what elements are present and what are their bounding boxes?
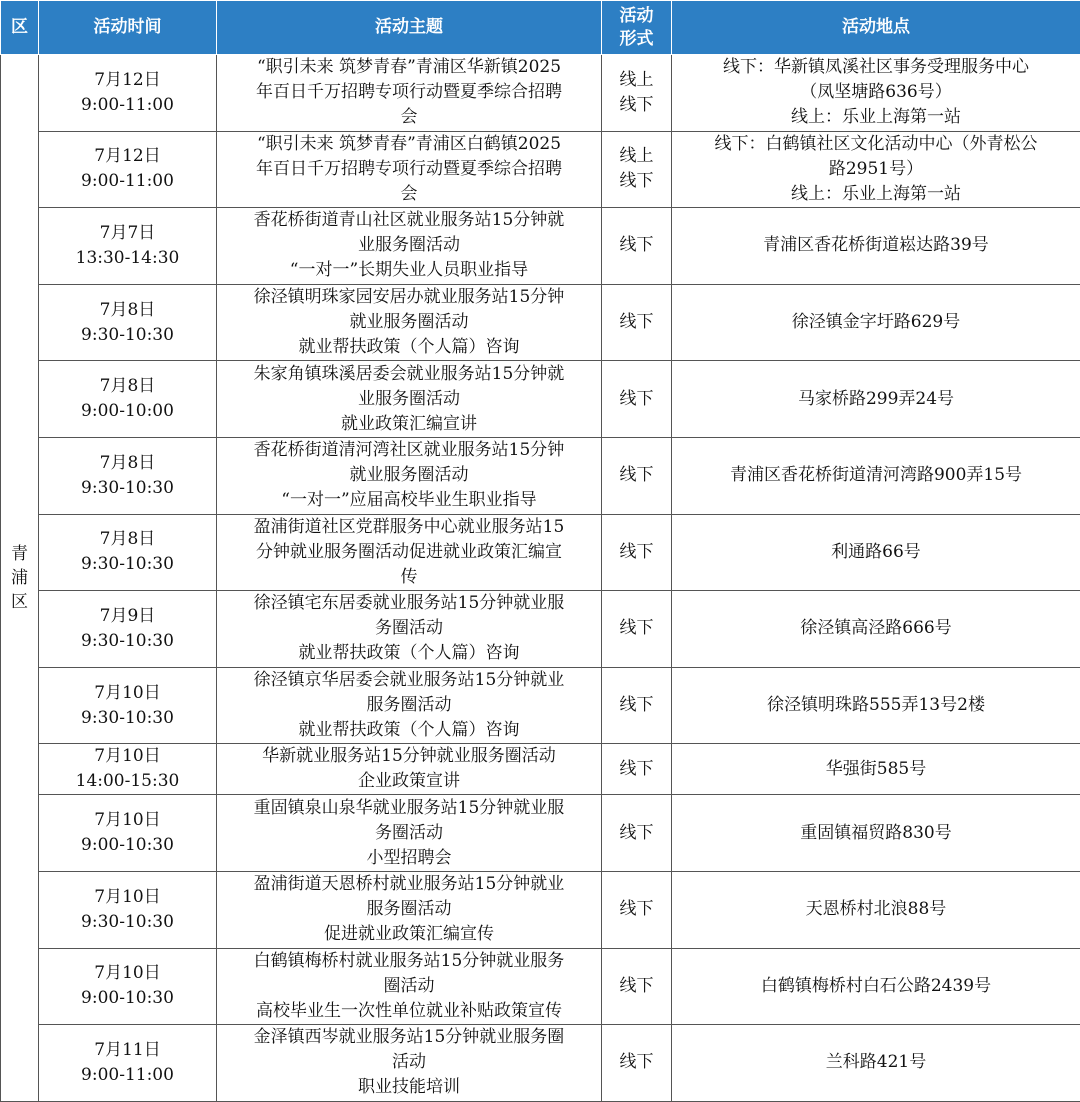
theme-line: 就业帮扶政策（个人篇）咨询: [298, 643, 520, 664]
place-cell: [672, 131, 1080, 208]
theme-line: 徐泾镇明珠家园安居办就业服务站15分钟: [253, 287, 565, 308]
place-line: 马家桥路299弄24号: [797, 388, 955, 409]
theme-cell: [217, 667, 602, 744]
theme-line: 会: [400, 183, 418, 204]
time-cell: [39, 795, 217, 872]
table-row: [1, 361, 1080, 438]
place-line: 利通路66号: [831, 541, 921, 562]
table-header-row: [1, 1, 1080, 55]
activity-time: 13:30-14:30: [75, 247, 180, 268]
theme-line: 传: [400, 566, 418, 587]
activity-time: 14:00-15:30: [75, 771, 180, 792]
place-cell: [672, 948, 1080, 1025]
theme-line: “职引未来 筑梦青春”青浦区白鹤镇2025: [256, 133, 562, 154]
activity-date: 7月7日: [99, 222, 156, 243]
activity-time: 9:30-10:30: [81, 630, 174, 651]
table-row: [1, 744, 1080, 795]
form-line: 线上: [619, 146, 654, 167]
theme-cell: [217, 131, 602, 208]
place-line: 线下：白鹤镇社区文化活动中心（外青松公: [714, 133, 1038, 154]
place-cell: [672, 667, 1080, 744]
form-line: 线下: [619, 758, 654, 779]
theme-line: 香花桥街道清河湾社区就业服务站15分钟: [253, 440, 565, 461]
form-line: 线下: [619, 1052, 654, 1073]
place-cell: [672, 361, 1080, 438]
place-line: 天恩桥村北浪88号: [805, 899, 947, 920]
header-form: [602, 1, 672, 55]
theme-line: 分钟就业服务圈活动促进就业政策汇编宣: [256, 541, 562, 562]
time-cell: [39, 744, 217, 795]
form-cell: [602, 744, 672, 795]
place-cell: [672, 744, 1080, 795]
table-body: [1, 55, 1080, 1102]
theme-line: 香花桥街道青山社区就业服务站15分钟就: [253, 210, 565, 231]
form-line: 线下: [619, 899, 654, 920]
form-cell: [602, 514, 672, 591]
form-cell: [602, 871, 672, 948]
theme-cell: [217, 948, 602, 1025]
form-line: 线下: [619, 465, 654, 486]
theme-line: 就业帮扶政策（个人篇）咨询: [298, 720, 520, 741]
activity-date: 7月8日: [99, 529, 156, 550]
table-row: [1, 437, 1080, 514]
form-cell: [602, 667, 672, 744]
form-cell: [602, 437, 672, 514]
place-line: 线上：乐业上海第一站: [791, 107, 961, 128]
form-cell: [602, 1025, 672, 1102]
form-line: 线下: [619, 822, 654, 843]
activity-date: 7月10日: [94, 810, 161, 831]
theme-cell: [217, 361, 602, 438]
place-line: 徐泾镇高泾路666号: [800, 618, 952, 639]
place-cell: [672, 55, 1080, 132]
form-cell: [602, 284, 672, 361]
time-cell: [39, 208, 217, 285]
theme-line: “职引未来 筑梦青春”青浦区华新镇2025: [256, 57, 562, 78]
header-theme: 活动主题: [217, 1, 602, 55]
theme-line: 活动: [392, 1052, 426, 1073]
theme-line: 服务圈活动: [366, 695, 452, 716]
activity-date: 7月10日: [94, 886, 161, 907]
theme-line: 白鹤镇梅桥村就业服务站15分钟就业服务: [253, 950, 565, 971]
place-line: 青浦区香花桥街道崧达路39号: [763, 235, 989, 256]
activity-time: 9:30-10:30: [81, 554, 174, 575]
theme-line: 业服务圈活动: [358, 235, 460, 256]
time-cell: [39, 514, 217, 591]
time-cell: [39, 131, 217, 208]
theme-line: 就业服务圈活动: [349, 312, 469, 333]
form-line: 线下: [619, 975, 654, 996]
theme-line: 就业政策汇编宣讲: [341, 413, 477, 434]
theme-cell: [217, 744, 602, 795]
table-row: [1, 591, 1080, 668]
place-cell: [672, 591, 1080, 668]
form-line: 线上: [619, 69, 654, 90]
form-line: 线下: [619, 235, 654, 256]
time-cell: [39, 871, 217, 948]
table-row: [1, 514, 1080, 591]
theme-line: 年百日千万招聘专项行动暨夏季综合招聘: [256, 158, 562, 179]
theme-line: 金泽镇西岑就业服务站15分钟就业服务圈: [253, 1027, 565, 1048]
form-line: 线下: [619, 94, 654, 115]
activity-date: 7月10日: [94, 963, 161, 984]
theme-line: 小型招聘会: [366, 847, 452, 868]
place-line: 白鹤镇梅桥村白石公路2439号: [760, 975, 992, 996]
theme-line: 服务圈活动: [366, 899, 452, 920]
time-cell: [39, 361, 217, 438]
table-row: [1, 871, 1080, 948]
theme-line: 年百日千万招聘专项行动暨夏季综合招聘: [256, 82, 562, 103]
table-row: [1, 1025, 1080, 1102]
place-line: 线上：乐业上海第一站: [791, 183, 961, 204]
place-line: 徐泾镇明珠路555弄13号2楼: [767, 695, 985, 716]
activity-date: 7月12日: [94, 69, 161, 90]
activity-date: 7月10日: [94, 746, 161, 767]
theme-line: 会: [400, 107, 418, 128]
form-cell: [602, 55, 672, 132]
theme-line: 高校毕业生一次性单位就业补贴政策宣传: [256, 1000, 562, 1021]
form-line: 线下: [619, 541, 654, 562]
place-line: 青浦区香花桥街道清河湾路900弄15号: [729, 465, 1023, 486]
form-cell: [602, 948, 672, 1025]
place-line: 线下：华新镇凤溪社区事务受理服务中心: [723, 57, 1029, 78]
theme-cell: [217, 591, 602, 668]
place-line: （凤坚塘路636号）: [800, 82, 952, 103]
activity-time: 9:30-10:30: [81, 477, 174, 498]
theme-line: 务圈活动: [375, 822, 443, 843]
activity-time: 9:00-11:00: [81, 1064, 174, 1085]
theme-line: 圈活动: [383, 975, 435, 996]
time-cell: [39, 948, 217, 1025]
form-line: 线下: [619, 695, 654, 716]
theme-cell: [217, 871, 602, 948]
activity-time: 9:00-11:00: [81, 94, 174, 115]
district-name: 青浦区: [11, 543, 28, 612]
time-cell: [39, 1025, 217, 1102]
form-cell: [602, 208, 672, 285]
activity-date: 7月8日: [99, 376, 156, 397]
theme-line: 务圈活动: [375, 618, 443, 639]
form-line: 线下: [619, 171, 654, 192]
activity-date: 7月10日: [94, 682, 161, 703]
activity-date: 7月12日: [94, 146, 161, 167]
time-cell: [39, 591, 217, 668]
table-row: [1, 55, 1080, 132]
theme-line: 盈浦街道社区党群服务中心就业服务站15: [253, 516, 565, 537]
theme-line: 就业帮扶政策（个人篇）咨询: [298, 337, 520, 358]
table-row: [1, 948, 1080, 1025]
table-row: [1, 667, 1080, 744]
place-cell: [672, 437, 1080, 514]
theme-line: 企业政策宣讲: [358, 771, 460, 792]
place-cell: [672, 871, 1080, 948]
theme-line: “一对一”应届高校毕业生职业指导: [281, 490, 537, 511]
header-place: 活动地点: [672, 1, 1080, 55]
activity-time: 9:30-10:30: [81, 324, 174, 345]
time-cell: [39, 667, 217, 744]
theme-line: 重固镇泉山泉华就业服务站15分钟就业服: [253, 797, 565, 818]
header-district: 区: [1, 1, 39, 55]
table-row: [1, 131, 1080, 208]
theme-line: “一对一”长期失业人员职业指导: [289, 260, 529, 281]
theme-line: 盈浦街道天恩桥村就业服务站15分钟就业: [253, 874, 565, 895]
place-line: 兰科路421号: [825, 1052, 927, 1073]
time-cell: [39, 284, 217, 361]
table-row: [1, 208, 1080, 285]
place-cell: [672, 208, 1080, 285]
theme-line: 华新就业服务站15分钟就业服务圈活动: [262, 746, 556, 767]
form-line: 线下: [619, 312, 654, 333]
place-cell: [672, 1025, 1080, 1102]
activity-date: 7月9日: [99, 605, 156, 626]
activity-time: 9:00-10:30: [81, 835, 174, 856]
theme-cell: [217, 514, 602, 591]
theme-line: 就业服务圈活动: [349, 465, 469, 486]
theme-cell: [217, 284, 602, 361]
theme-cell: [217, 795, 602, 872]
theme-line: 徐泾镇宅东居委就业服务站15分钟就业服: [253, 593, 565, 614]
form-line: 线下: [619, 618, 654, 639]
theme-line: 朱家角镇珠溪居委会就业服务站15分钟就: [253, 363, 565, 384]
form-cell: [602, 591, 672, 668]
place-line: 路2951号）: [828, 158, 924, 179]
place-line: 华强街585号: [825, 758, 927, 779]
form-cell: [602, 361, 672, 438]
place-line: 重固镇福贸路830号: [800, 822, 952, 843]
activity-time: 9:30-10:30: [81, 911, 174, 932]
place-cell: [672, 795, 1080, 872]
theme-line: 促进就业政策汇编宣传: [324, 924, 494, 945]
form-cell: [602, 795, 672, 872]
theme-cell: [217, 55, 602, 132]
time-cell: [39, 55, 217, 132]
place-line: 徐泾镇金字圩路629号: [791, 312, 961, 333]
time-cell: [39, 437, 217, 514]
place-cell: [672, 284, 1080, 361]
header-form-text: 活动形式: [619, 5, 654, 49]
theme-line: 徐泾镇京华居委会就业服务站15分钟就业: [253, 670, 565, 691]
activity-date: 7月11日: [94, 1039, 161, 1060]
theme-cell: [217, 437, 602, 514]
table-row: [1, 795, 1080, 872]
theme-cell: [217, 1025, 602, 1102]
theme-line: 业服务圈活动: [358, 388, 460, 409]
theme-cell: [217, 208, 602, 285]
theme-line: 职业技能培训: [358, 1077, 460, 1098]
activity-date: 7月8日: [99, 452, 156, 473]
header-time: 活动时间: [39, 1, 217, 55]
activity-date: 7月8日: [99, 299, 156, 320]
activity-time: 9:30-10:30: [81, 707, 174, 728]
form-line: 线下: [619, 388, 654, 409]
form-cell: [602, 131, 672, 208]
district-cell: [1, 55, 39, 1102]
activity-time: 9:00-10:00: [81, 401, 174, 422]
table-row: [1, 284, 1080, 361]
place-cell: [672, 514, 1080, 591]
activity-time: 9:00-10:30: [81, 988, 174, 1009]
activity-time: 9:00-11:00: [81, 171, 174, 192]
